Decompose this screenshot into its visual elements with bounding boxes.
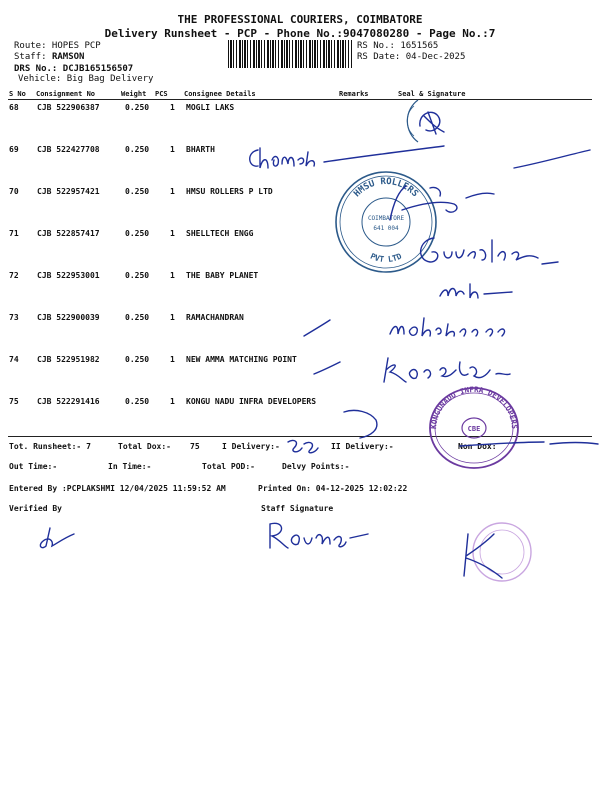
staff-label: Staff: — [14, 52, 47, 62]
row-consignment-no: CJB 522857417 — [37, 229, 100, 238]
row-sno: 75 — [9, 397, 19, 406]
rs-number: RS No.: 1651565 — [357, 41, 439, 51]
printed-on: Printed On: 04-12-2025 12:02:22 — [258, 484, 408, 493]
row-weight: 0.250 — [125, 103, 150, 112]
signature-69 — [244, 140, 594, 174]
row-weight: 0.250 — [125, 397, 150, 406]
row-consignment-no: CJB 522953001 — [37, 271, 100, 280]
row-consignment-no: CJB 522291416 — [37, 397, 100, 406]
row-consignee: THE BABY PLANET — [186, 271, 259, 280]
document-subtitle: Delivery Runsheet - PCP - Phone No.:9047080280 - Page No.:7 — [104, 27, 496, 40]
row-pcs: 1 — [170, 229, 175, 238]
col-seal-signature: Seal & Signature — [398, 90, 466, 98]
ii-delivery-label: II Delivery:- — [331, 442, 394, 451]
row-pcs: 1 — [170, 313, 175, 322]
signature-74 — [310, 352, 530, 388]
col-sno: S No — [9, 90, 26, 98]
delvy-points-label: Delvy Points:- — [282, 462, 350, 471]
drs-row — [14, 64, 133, 74]
col-remarks: Remarks — [339, 90, 369, 98]
row-consignee: HMSU ROLLERS P LTD — [186, 187, 273, 196]
signature-68 — [414, 104, 448, 138]
tot-runsheet: Tot. Runsheet:- 7 — [9, 442, 91, 451]
row-consignment-no: CJB 522427708 — [37, 145, 100, 154]
row-consignment-no: CJB 522900039 — [37, 313, 100, 322]
row-sno: 71 — [9, 229, 19, 238]
header-rule — [8, 99, 592, 100]
verified-by-label: Verified By — [9, 504, 62, 513]
kongu-stamp-top: KONGUNADU INFRA DEVELOPERS — [428, 384, 520, 430]
document-title: THE PROFESSIONAL COURIERS, COIMBATORE — [177, 13, 423, 26]
barcode — [228, 40, 352, 68]
kongu-stamp-center: CBE — [467, 425, 481, 433]
drs-label: DRS No.: — [14, 64, 58, 74]
row-weight: 0.250 — [125, 355, 150, 364]
table-row — [0, 103, 600, 115]
i-delivery-label: I Delivery:- — [222, 442, 280, 451]
row-weight: 0.250 — [125, 187, 150, 196]
row-sno: 68 — [9, 103, 19, 112]
staff-signature — [264, 514, 374, 554]
table-row — [0, 187, 600, 199]
row-consignee: SHELLTECH ENGG — [186, 229, 254, 238]
row-pcs: 1 — [170, 103, 175, 112]
row-consignment-no: CJB 522957421 — [37, 187, 100, 196]
total-dox-value: 75 — [190, 442, 200, 451]
row-sno: 74 — [9, 355, 19, 364]
row-pcs: 1 — [170, 145, 175, 154]
row-sno: 69 — [9, 145, 19, 154]
col-pcs: PCS — [155, 90, 168, 98]
verified-signature — [30, 524, 80, 554]
in-time-label: In Time:- — [108, 462, 152, 471]
signature-71 — [412, 230, 562, 270]
staff-signature-label: Staff Signature — [261, 504, 334, 513]
row-consignment-no: CJB 522951982 — [37, 355, 100, 364]
row-consignee: MOGLI LAKS — [186, 103, 235, 112]
signature-72 — [436, 280, 516, 304]
faded-signature — [454, 528, 514, 588]
drs-value: DCJB165156507 — [62, 64, 134, 74]
row-consignment-no: CJB 522906387 — [37, 103, 100, 112]
hmsu-stamp-pin: 641 004 — [373, 225, 399, 232]
row-sno: 70 — [9, 187, 19, 196]
row-pcs: 1 — [170, 355, 175, 364]
total-dox-label: Total Dox:- — [118, 442, 171, 451]
staff-row — [14, 52, 84, 62]
hmsu-stamp-bottom: PVT LTD — [368, 251, 404, 264]
entered-by: Entered By :PCPLAKSHMI 12/04/2025 11:59:52 AM — [9, 484, 226, 493]
col-weight: Weight — [121, 90, 147, 98]
row-weight: 0.250 — [125, 145, 150, 154]
row-sno: 72 — [9, 271, 19, 280]
row-weight: 0.250 — [125, 229, 150, 238]
row-pcs: 1 — [170, 187, 175, 196]
i-delivery-signature — [284, 436, 324, 456]
out-time-label: Out Time:- — [9, 462, 58, 471]
non-dox-label: Non Dox: — [458, 442, 497, 451]
row-consignee: KONGU NADU INFRA DEVELOPERS — [186, 397, 317, 406]
col-consignee: Consignee Details — [184, 90, 256, 98]
row-pcs: 1 — [170, 271, 175, 280]
col-consignment: Consignment No — [36, 90, 96, 98]
staff-value: RAMSON — [51, 52, 85, 62]
total-pod-label: Total POD:- — [202, 462, 255, 471]
row-consignee: NEW AMMA MATCHING POINT — [186, 355, 297, 364]
vehicle-text: Vehicle: Big Bag Delivery — [18, 74, 154, 84]
signature-75 — [340, 398, 600, 468]
row-consignee: BHARTH — [186, 145, 215, 154]
signature-70 — [380, 180, 500, 230]
svg-text:PVT LTD — [369, 252, 403, 264]
rs-date: RS Date: 04-Dec-2025 — [357, 52, 466, 62]
hmsu-stamp-top: HMSU ROLLERS — [352, 176, 420, 200]
signature-73 — [300, 310, 520, 350]
row-sno: 73 — [9, 313, 19, 322]
row-weight: 0.250 — [125, 313, 150, 322]
route-text: Route: HOPES PCP — [14, 41, 101, 51]
row-weight: 0.250 — [125, 271, 150, 280]
row-pcs: 1 — [170, 397, 175, 406]
row-consignee: RAMACHANDRAN — [186, 313, 244, 322]
hmsu-stamp-city: COIMBATORE — [367, 215, 405, 222]
